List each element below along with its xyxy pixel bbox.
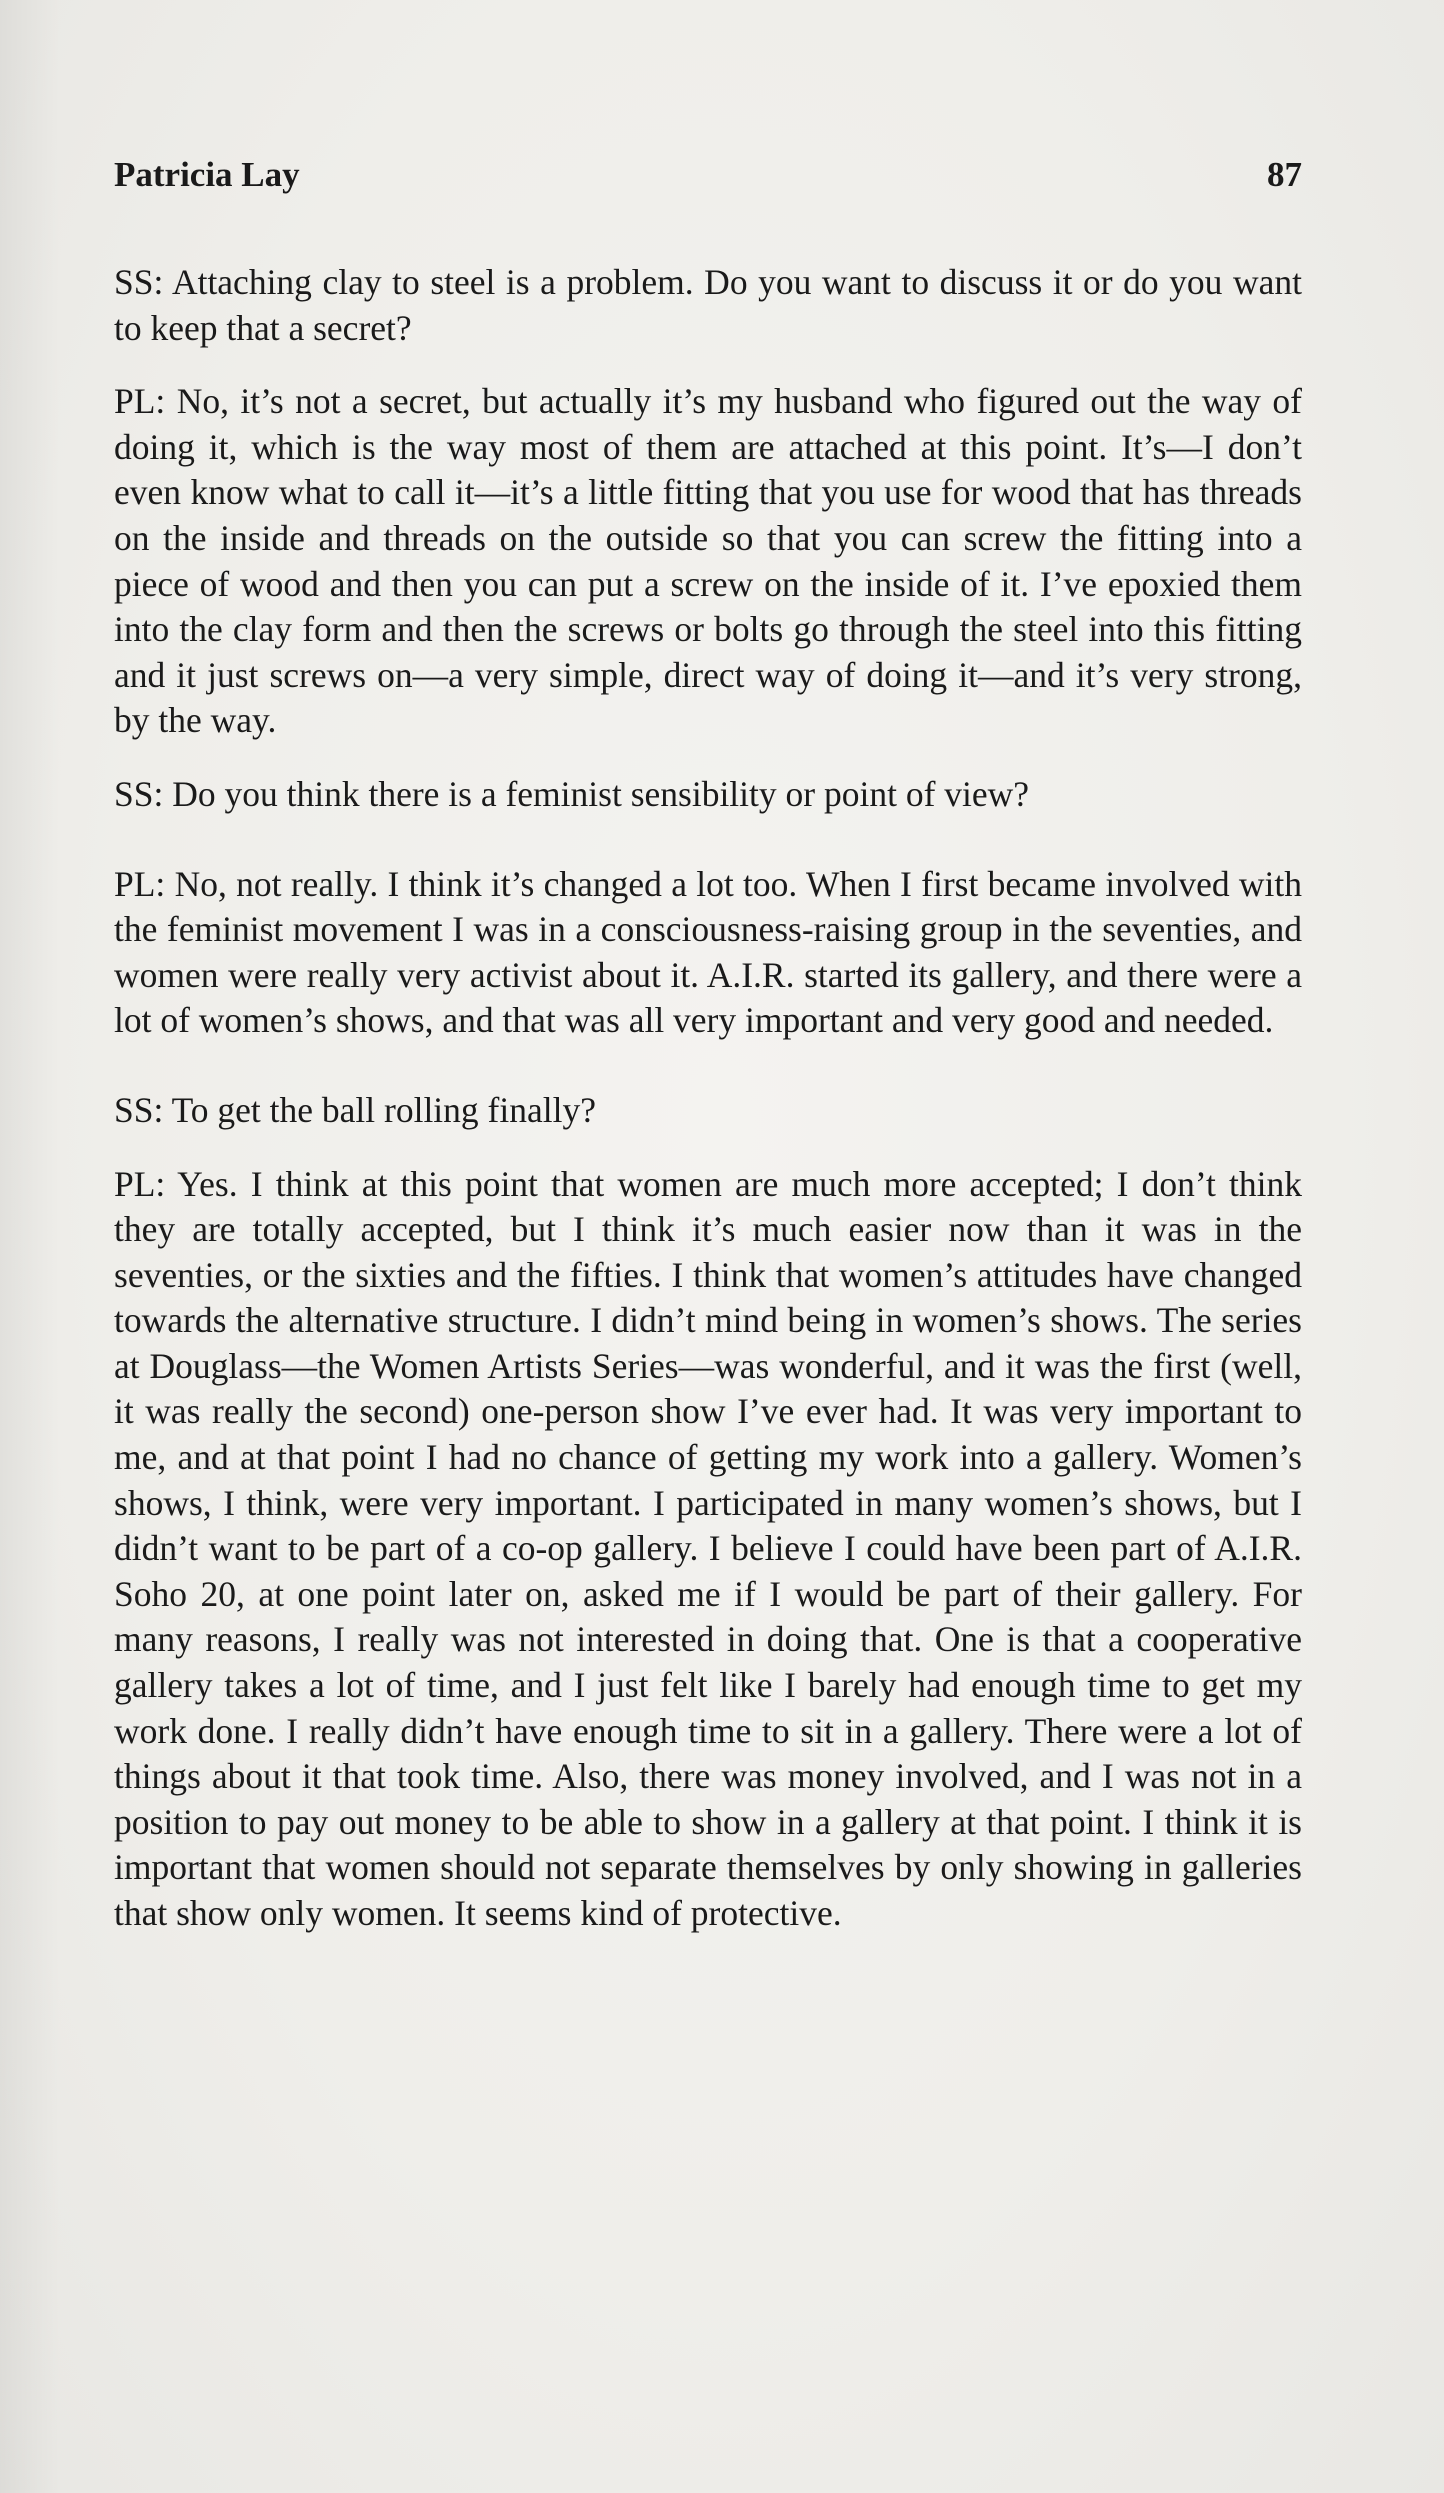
paragraph-pl-answer-3: PL: Yes. I think at this point that women are much more accepted; I don’t think they are totally accepted, but I think it’s much easier now than it was in the seventies, or the sixties and the fifties. I think that women’s attitudes have changed towards the alternative structure. I didn’t mind being in women’s shows. The series at Douglass—the Women Artists Series—was wonderful, and it was the first (well, it was really the second) one-person show I’ve ever had. It was very important to me, and at that point I had no chance of getting my work into a gallery. Women’s shows, I think, were very important. I participated in many women’s shows, but I didn’t want to be part of a co-op gallery. I believe I could have been part of A.I.R. Soho 20, at one point later on, asked me if I would be part of their gallery. For many reasons, I really was not interested in doing that. One is that a cooperative gallery takes a lot of time, and I just felt like I barely had enough time to get my work done. I really didn’t have enough time to sit in a gallery. There were a lot of things about it that took time. Also, there was money involved, and I was not in a position to pay out money to be able to show in a gallery at that point. I think it is important that women should not separate themselves by only showing in galleries that show only women. It seems kind of protective. [114, 1163, 1302, 1933]
paragraph-pl-answer-2: PL: No, not really. I think it’s changed a lot too. When I first became involved with the feminist movement I was in a consciousness-raising group in the seventies, and women were really very activist about it. A.I.R. started its gallery, and there were a lot of women’s shows, and that was all very important and very good and needed. [114, 863, 1302, 1041]
page-number: 87 [1267, 155, 1302, 194]
spine-shadow [0, 0, 60, 2493]
paragraph-ss-question-3: SS: To get the ball rolling finally? [114, 1089, 596, 1130]
paragraph-ss-question-2: SS: Do you think there is a feminist sensibility or point of view? [114, 773, 1030, 814]
running-head-author: Patricia Lay [114, 155, 300, 194]
paragraph-pl-answer-1: PL: No, it’s not a secret, but actually it’s my husband who figured out the way of doing it, which is the way most of them are attached at this point. It’s—I don’t even know what to call it—it’s a little fitting that you use for wood that has threads on the inside and threads on the outside so that you can screw the fitting into a piece of wood and then you can put a screw on the inside of it. I’ve epoxied them into the clay form and then the screws or bolts go through the steel into this fitting and it just screws on—a very simple, direct way of doing it—and it’s very strong, by the way. [114, 381, 1302, 741]
interview-text [114, 260, 1302, 1965]
running-header [114, 155, 1302, 205]
paragraph-ss-question-1: SS: Attaching clay to steel is a problem. Do you want to discuss it or do you want to keep that a secret? [114, 262, 1302, 348]
